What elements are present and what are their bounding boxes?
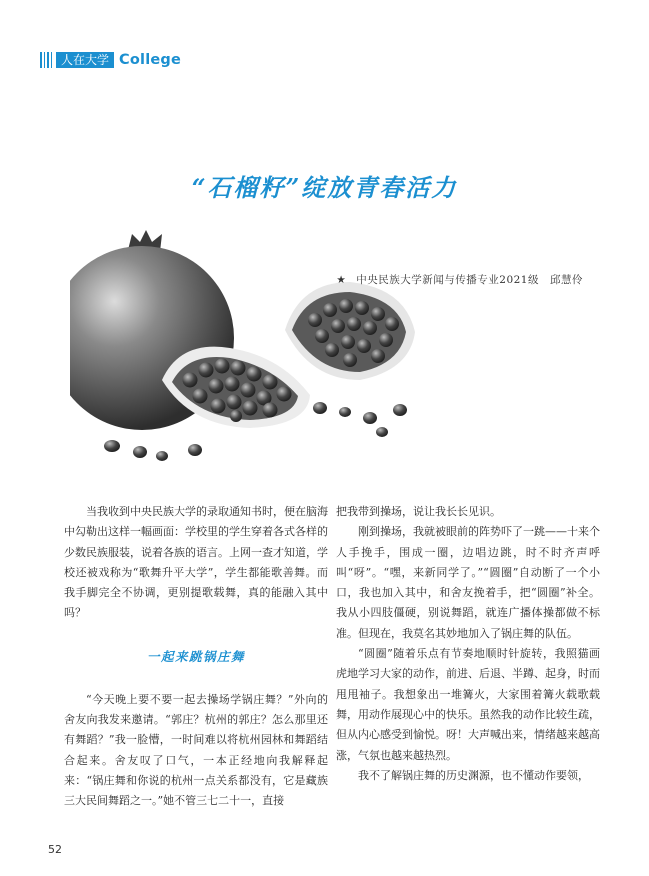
byline-text: 中央民族大学新闻与传播专业2021级 邱慧伶: [356, 274, 583, 286]
byline: [336, 272, 583, 287]
section-label-en: College: [119, 52, 182, 68]
star-icon: ★: [336, 274, 347, 286]
subheading: 一起来跳锅庄舞: [146, 648, 245, 664]
body-paragraph: “圆圈”随着乐点有节奏地顺时针旋转，我照猫画虎地学习大家的动作，前进、后退、半蹲、起身，时而甩甩袖子。我想象出一堆篝火，大家围着篝火载歌载舞，用动作展现心中的快乐。虽然我的动作比较生疏，但从内心感受到愉悦。呀！大声喊出来，情绪越来越高涨，气氛也越来越热烈。: [336, 647, 600, 762]
body-paragraph: 我不了解锅庄舞的历史渊源，也不懂动作要领，: [358, 768, 589, 782]
section-label: 人在大学: [56, 52, 114, 68]
body-paragraph: “今天晚上要不要一起去操场学锅庄舞？”外向的舍友向我发来邀请。“郭庄？杭州的郭庄？怎么那里还有舞蹈？”我一脸懵，一时间难以将杭州园林和舞蹈结合起来。舍友叹了口气，一本正经地向我解释起来：“锅庄舞和你说的杭州一点关系都没有，它是藏族三大民间舞蹈之一。”她不管三七二十一，直接: [64, 692, 328, 808]
body-paragraph: 刚到操场，我就被眼前的阵势吓了一跳——十来个人手挽手，围成一圈，边唱边跳，时不时齐声呼叫“呀”。“嘿，来新同学了。”“圆圈”自动断了一个小口，我也加入其中，和舍友挽着手，把“圆圈”补全。我从小四肢僵硬，别说舞蹈，就连广播体操都做不标准。但现在，我莫名其妙地加入了锅庄舞的队伍。: [336, 525, 600, 640]
page-number: 52: [48, 843, 62, 856]
left-column: [64, 502, 328, 812]
body-paragraph: 把我带到操场，说让我长长见识。: [336, 505, 501, 518]
body-paragraph: 当我收到中央民族大学的录取通知书时，便在脑海中勾勒出这样一幅画面：学校里的学生穿着各式各样的少数民族服装，说着各族的语言。上网一查才知道，学校还被戏称为“歌舞升平大学”，学生都能歌善舞。而我手脚完全不协调，更别提歌载舞，真的能融入其中吗？: [64, 505, 328, 620]
section-header: [40, 51, 181, 69]
section-bars-icon: [40, 52, 52, 68]
pomegranate-image: [70, 220, 430, 470]
article-title: “石榴籽”绽放青春活力: [191, 173, 458, 202]
right-column: [336, 502, 600, 786]
